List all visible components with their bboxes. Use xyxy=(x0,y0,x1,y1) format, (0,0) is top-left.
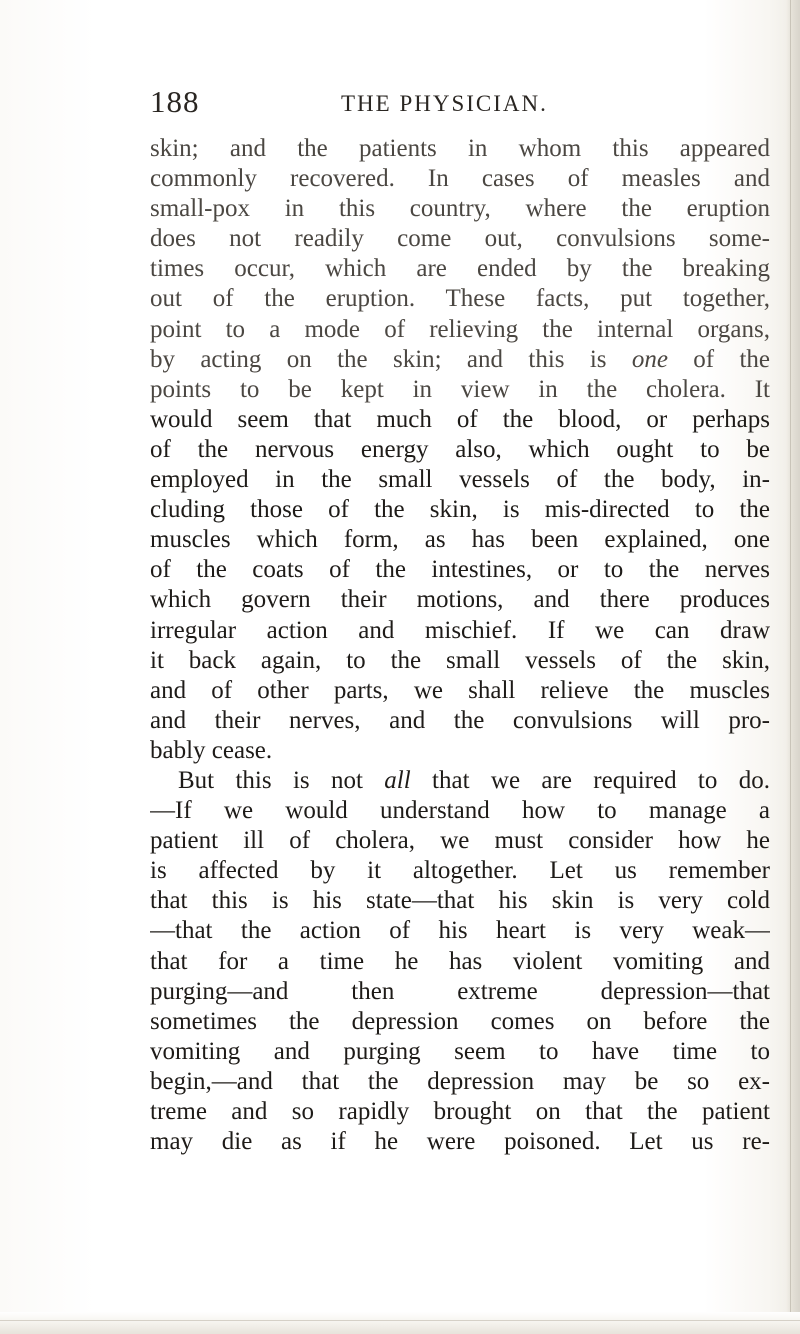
text-line: does not readily come out, convulsions some- xyxy=(150,225,770,253)
text-line: would seem that much of the blood, or perhaps xyxy=(150,405,770,433)
text-line: point to a mode of relieving the internal organs, xyxy=(150,315,770,343)
text-line: and of other parts, we shall relieve the muscles xyxy=(150,676,770,704)
text-line: by acting on the skin; and this is one of the xyxy=(150,345,770,373)
text-line: out of the eruption. These facts, put together, xyxy=(150,285,770,313)
text-line: —that the action of his heart is very weak— xyxy=(150,917,770,945)
text-line: employed in the small vessels of the body, in- xyxy=(150,466,770,494)
page-edge-bottom xyxy=(0,1312,800,1334)
running-head: THE PHYSICIAN. xyxy=(341,91,548,116)
text-line: —If we would understand how to manage a xyxy=(150,797,770,825)
page-header xyxy=(150,86,770,126)
text-line: which govern their motions, and there produces xyxy=(150,586,770,614)
text-line: irregular action and mischief. If we can draw xyxy=(150,616,770,644)
text-line: muscles which form, as has been explained, one xyxy=(150,526,770,554)
text-line: treme and so rapidly brought on that the patient xyxy=(150,1098,770,1125)
text-line: vomiting and purging seem to have time to xyxy=(150,1037,770,1065)
text-line: points to be kept in view in the cholera. It xyxy=(150,375,770,403)
text-line: of the nervous energy also, which ought to be xyxy=(150,435,770,463)
text-line: is affected by it altogether. Let us remember xyxy=(150,857,770,885)
text-line: sometimes the depression comes on before the xyxy=(150,1007,770,1035)
page-number: 188 xyxy=(150,84,200,119)
page-edge-right xyxy=(786,0,800,1334)
text-line: skin; and the patients in whom this appeared xyxy=(150,135,770,162)
text-line: that for a time he has violent vomiting and xyxy=(150,947,770,975)
text-line: may die as if he were poisoned. Let us re- xyxy=(150,1128,770,1156)
text-line: purging—and then extreme depression—that xyxy=(150,977,770,1005)
text-line: of the coats of the intestines, or to the nerves xyxy=(150,556,770,584)
text-line: times occur, which are ended by the breaking xyxy=(150,255,770,283)
text-line: bably cease. xyxy=(150,736,273,764)
text-line: But this is not all that we are required to do. xyxy=(178,766,770,794)
text-line: patient ill of cholera, we must consider how he xyxy=(150,827,770,855)
text-line: and their nerves, and the convulsions will pro- xyxy=(150,706,770,734)
text-line: begin,—and that the depression may be so ex- xyxy=(150,1067,770,1095)
text-line: cluding those of the skin, is mis-directed to the xyxy=(150,496,770,524)
text-line: small-pox in this country, where the eruption xyxy=(150,195,770,223)
text-line: commonly recovered. In cases of measles and xyxy=(150,165,770,193)
body-text xyxy=(150,134,770,1157)
text-line: that this is his state—that his skin is very cold xyxy=(150,887,770,915)
text-line: it back again, to the small vessels of the skin, xyxy=(150,646,770,674)
